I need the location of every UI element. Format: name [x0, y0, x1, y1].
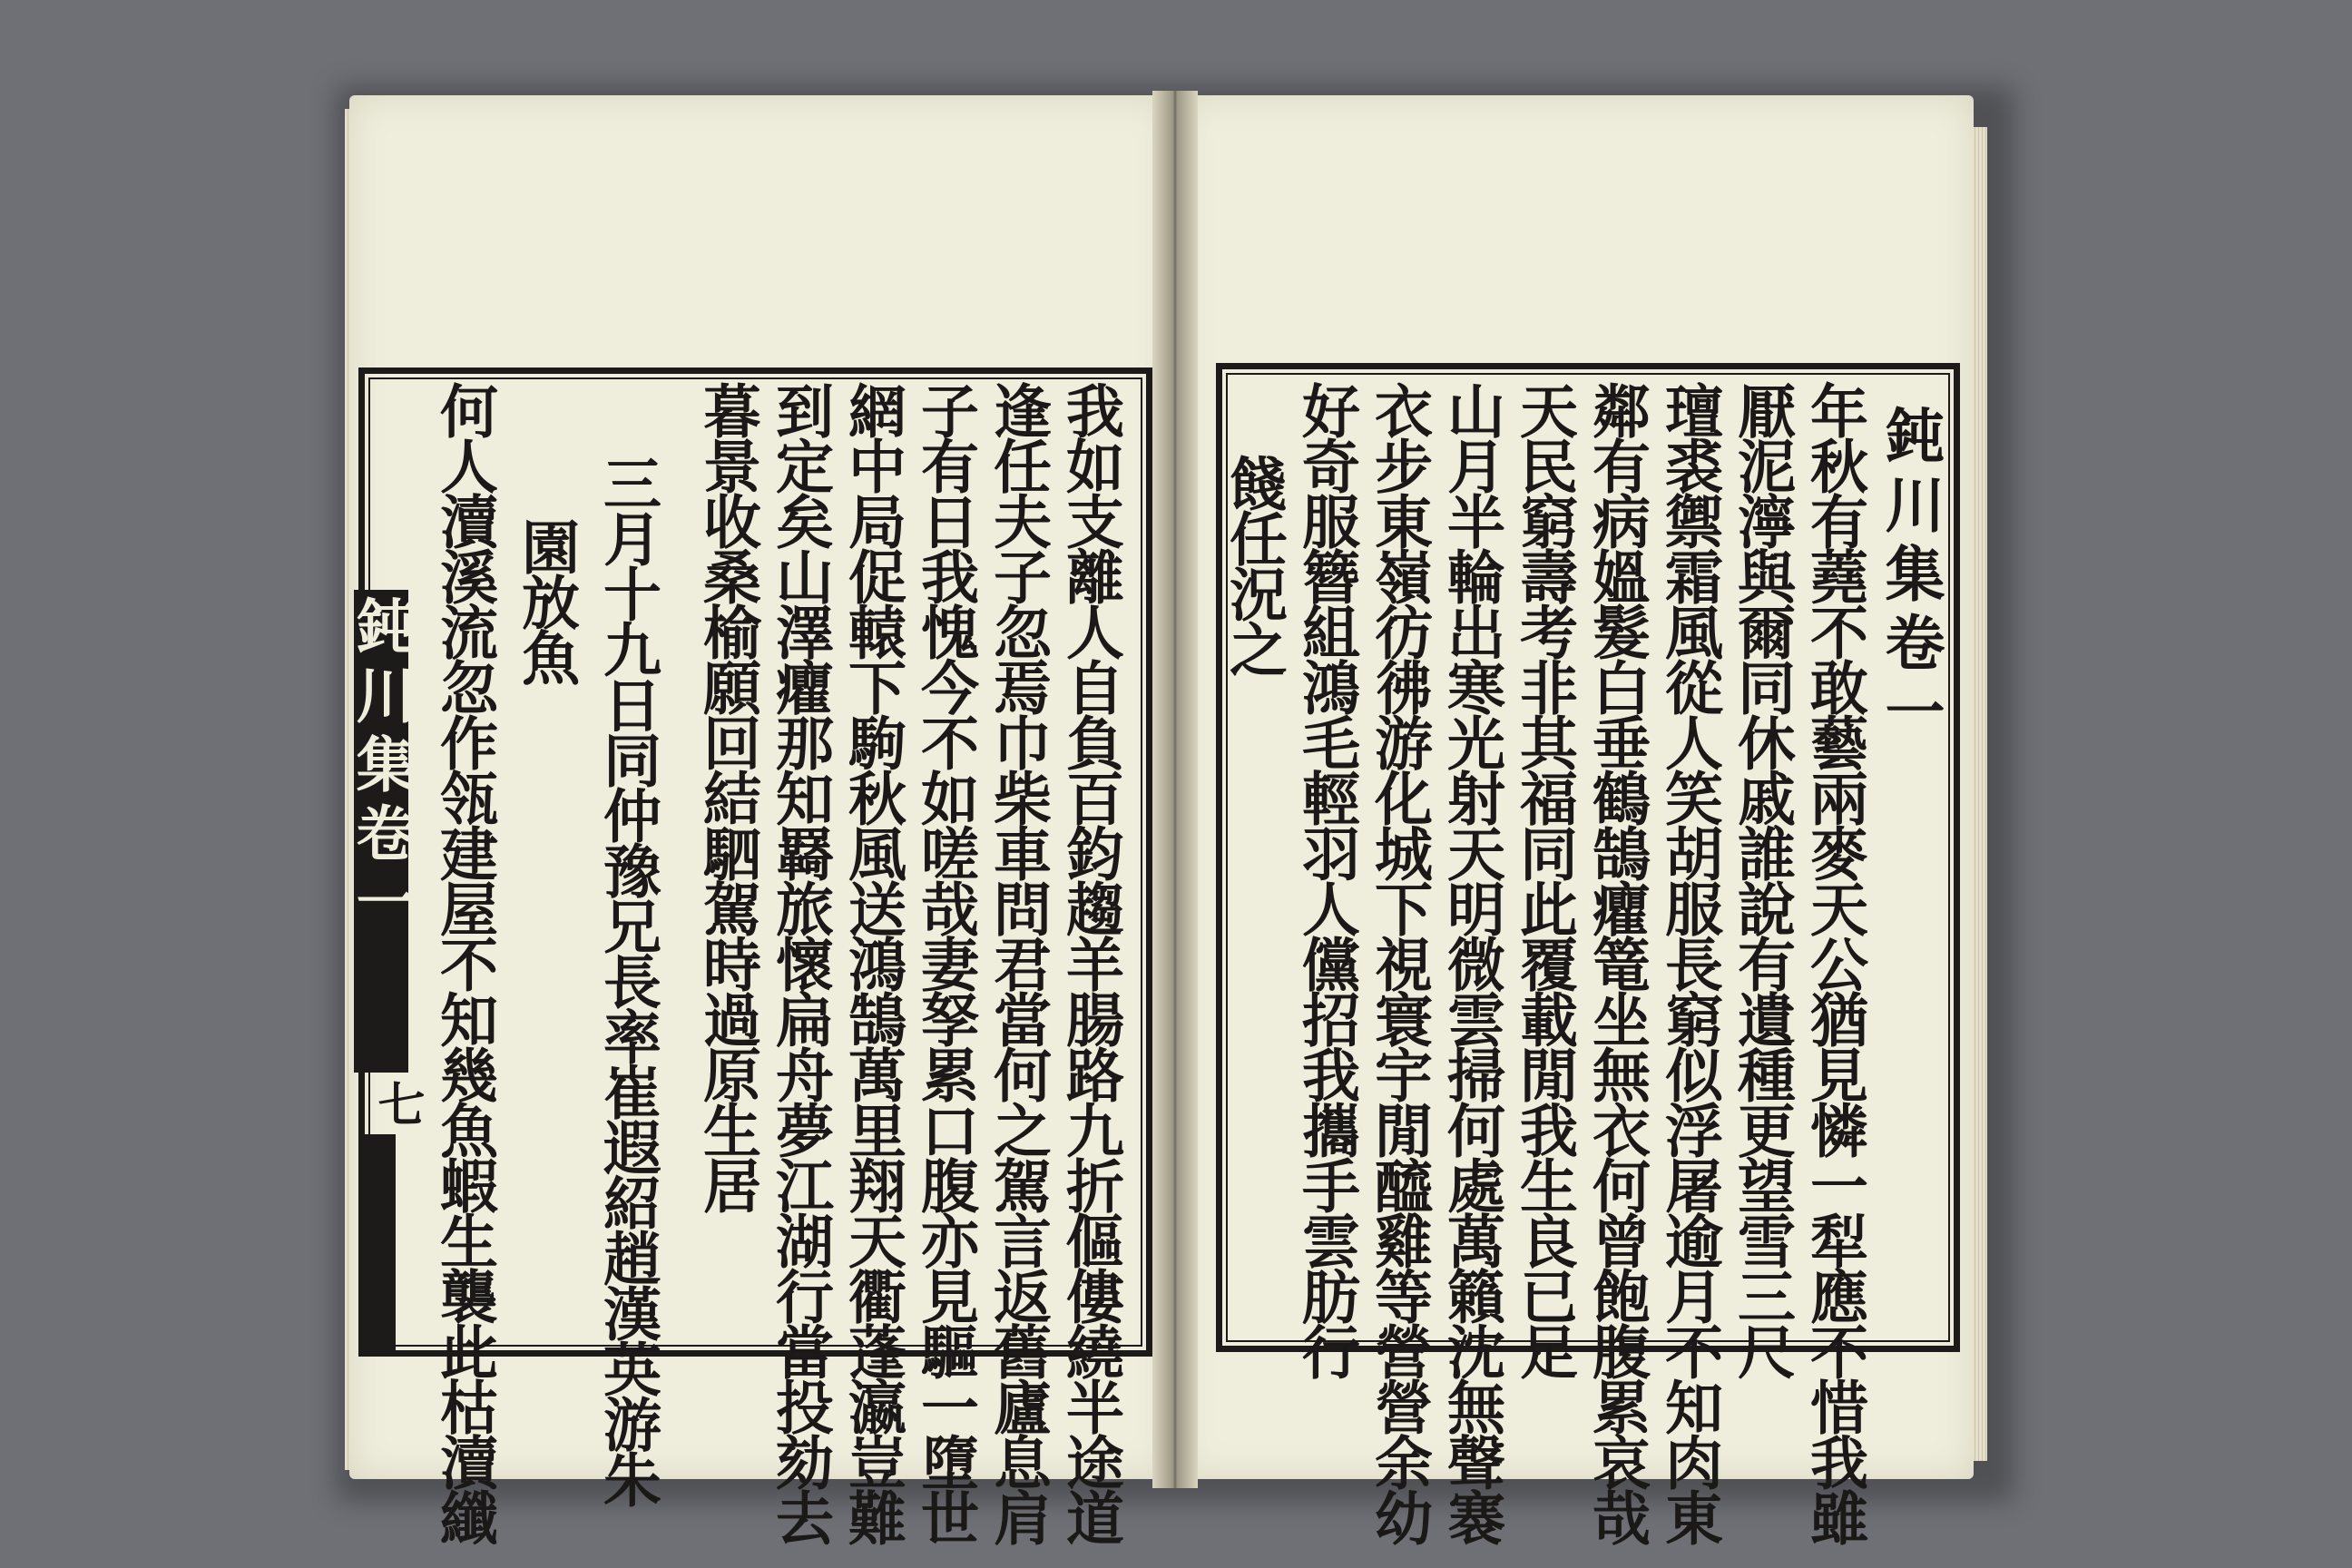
left-col-3: 子有日我愧今不如嗟哉妻孥累口腹亦見驅一墮世: [911, 381, 979, 1544]
right-margin-title: 鈍川集卷一: [1875, 405, 1945, 750]
left-col-2: 逢任夫子忽焉巾柴車問君當何之駕言返舊廬息肩: [984, 381, 1052, 1544]
left-folio-number: 七: [369, 1080, 425, 1127]
left-col-9: 何人瀆溪流忽作瓴建屋不知幾魚蝦生襲此枯瀆纖: [430, 381, 498, 1544]
left-col-1: 我如支離人自負百鈞趨羊腸路九折傴僂繞半途道: [1056, 381, 1124, 1544]
left-col-6: 暮景收桑榆願回結駟駕時過原生居: [693, 381, 761, 1211]
left-col-8: 園放魚: [512, 517, 580, 683]
book-spine: [1152, 91, 1198, 1488]
right-col-5: 天民窮壽考非其福同此覆載閒我生良已足: [1510, 381, 1578, 1377]
right-col-9: 餞任況之: [1220, 454, 1288, 675]
left-col-5: 到定矣山澤癯那知羇旅懷扁舟夢江湖行當投劾去: [766, 381, 834, 1544]
right-col-6: 山月半輪出寒光射天明微雲掃何處萬籟沈無聲褰: [1437, 381, 1505, 1544]
left-col-7: 三月十九日同仲豫兄長率崔遐紹趙漢英游朱: [593, 454, 662, 1505]
right-col-7: 衣步東嶺彷彿游化城下視寰宇閒醯雞等營營余幼: [1365, 381, 1433, 1544]
right-col-2: 厭泥濘與爾同休戚誰說有遺種更望雪三尺: [1728, 381, 1796, 1377]
right-col-8: 好奇服簪組鴻毛輕羽人儻招我攜手雲肪行: [1292, 381, 1360, 1377]
left-col-4: 網中局促轅下駒秋風送鴻鵠萬里翔天衢蓬瀛豈難: [838, 381, 906, 1544]
right-col-4: 鄰有病媼髮白垂鶴鵠癯篭坐無衣何曾飽腹累哀哉: [1583, 381, 1651, 1544]
left-fishtail-mark: [359, 1134, 396, 1352]
left-margin-title: 鈍川集卷一: [354, 590, 408, 1073]
right-col-3: 璮裘禦霜風從人笑胡服長窮似浮屠逾月不知肉東: [1655, 381, 1723, 1544]
right-col-1: 年秋有蕘不敢藝兩麥天公猶見憐一犁應不惜我雖: [1800, 381, 1868, 1544]
